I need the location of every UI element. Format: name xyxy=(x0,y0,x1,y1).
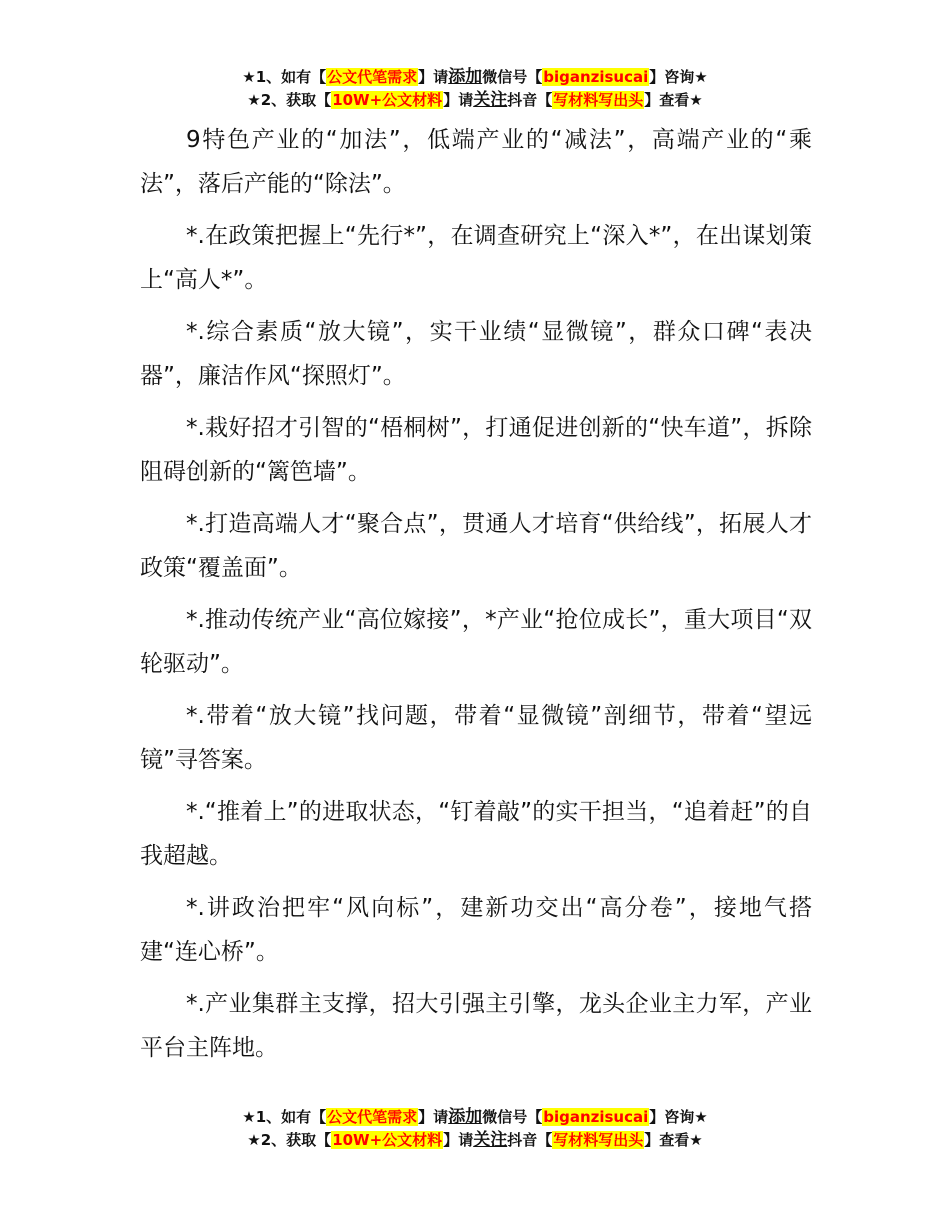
underlined-text: 添加 xyxy=(448,1107,483,1127)
document-body xyxy=(140,118,812,1078)
paragraph: *.打造高端人才“聚合点”，贯通人才培育“供给线”，拓展人才政策“覆盖面”。 xyxy=(140,511,812,581)
banner-text: ★1、如有【 xyxy=(242,68,327,86)
paragraph: *.讲政治把牢“风向标”，建新功交出“高分卷”，接地气搭建“连心桥”。 xyxy=(140,895,812,965)
highlight-text: 10W+公文材料 xyxy=(332,91,443,109)
paragraph: *.栽好招才引智的“梧桐树”，打通促进创新的“快车道”，拆除阻碍创新的“篱笆墙”。 xyxy=(140,415,812,485)
wechat-id: biganzisucai xyxy=(543,1108,649,1126)
paragraph: *.综合素质“放大镜”，实干业绩“显微镜”，群众口碑“表决器”，廉洁作风“探照灯”。 xyxy=(140,319,812,389)
banner-text: 】请 xyxy=(418,1108,449,1126)
footer-banner xyxy=(0,1106,950,1152)
highlight-text: 10W+公文材料 xyxy=(332,1131,443,1149)
underlined-text: 关注 xyxy=(473,1130,508,1150)
banner-text: ★2、获取【 xyxy=(247,91,332,109)
banner-text: 抖音【 xyxy=(507,1131,553,1149)
wechat-id: biganzisucai xyxy=(543,68,649,86)
banner-text: 】请 xyxy=(443,1131,474,1149)
banner-text: 】咨询★ xyxy=(649,1108,708,1126)
banner-line-1 xyxy=(0,1106,950,1129)
banner-text: 】查看★ xyxy=(644,1131,703,1149)
paragraph: *.推动传统产业“高位嫁接”，*产业“抢位成长”，重大项目“双轮驱动”。 xyxy=(140,607,812,677)
douyin-account: 写材料写出头 xyxy=(553,91,644,109)
banner-line-1 xyxy=(0,66,950,89)
highlight-text: 公文代笔需求 xyxy=(327,68,418,86)
paragraph: 9特色产业的“加法”，低端产业的“减法”，高端产业的“乘法”，落后产能的“除法”。 xyxy=(140,127,812,197)
banner-text: 微信号【 xyxy=(482,1108,543,1126)
paragraph: *.“推着上”的进取状态，“钉着敲”的实干担当，“追着赶”的自我超越。 xyxy=(140,799,812,869)
banner-text: 抖音【 xyxy=(507,91,553,109)
banner-text: ★2、获取【 xyxy=(247,1131,332,1149)
banner-text: 微信号【 xyxy=(482,68,543,86)
header-banner xyxy=(0,66,950,112)
banner-text: 】请 xyxy=(418,68,449,86)
banner-line-2 xyxy=(0,89,950,112)
highlight-text: 公文代笔需求 xyxy=(327,1108,418,1126)
douyin-account: 写材料写出头 xyxy=(553,1131,644,1149)
underlined-text: 添加 xyxy=(448,67,483,87)
paragraph: *.带着“放大镜”找问题，带着“显微镜”剖细节，带着“望远镜”寻答案。 xyxy=(140,703,812,773)
paragraph: *.产业集群主支撑，招大引强主引擎，龙头企业主力军，产业平台主阵地。 xyxy=(140,991,812,1061)
banner-line-2 xyxy=(0,1129,950,1152)
underlined-text: 关注 xyxy=(473,90,508,110)
banner-text: 】请 xyxy=(443,91,474,109)
banner-text: ★1、如有【 xyxy=(242,1108,327,1126)
banner-text: 】咨询★ xyxy=(649,68,708,86)
banner-text: 】查看★ xyxy=(644,91,703,109)
paragraph: *.在政策把握上“先行*”，在调查研究上“深入*”，在出谋划策上“高人*”。 xyxy=(140,223,812,293)
